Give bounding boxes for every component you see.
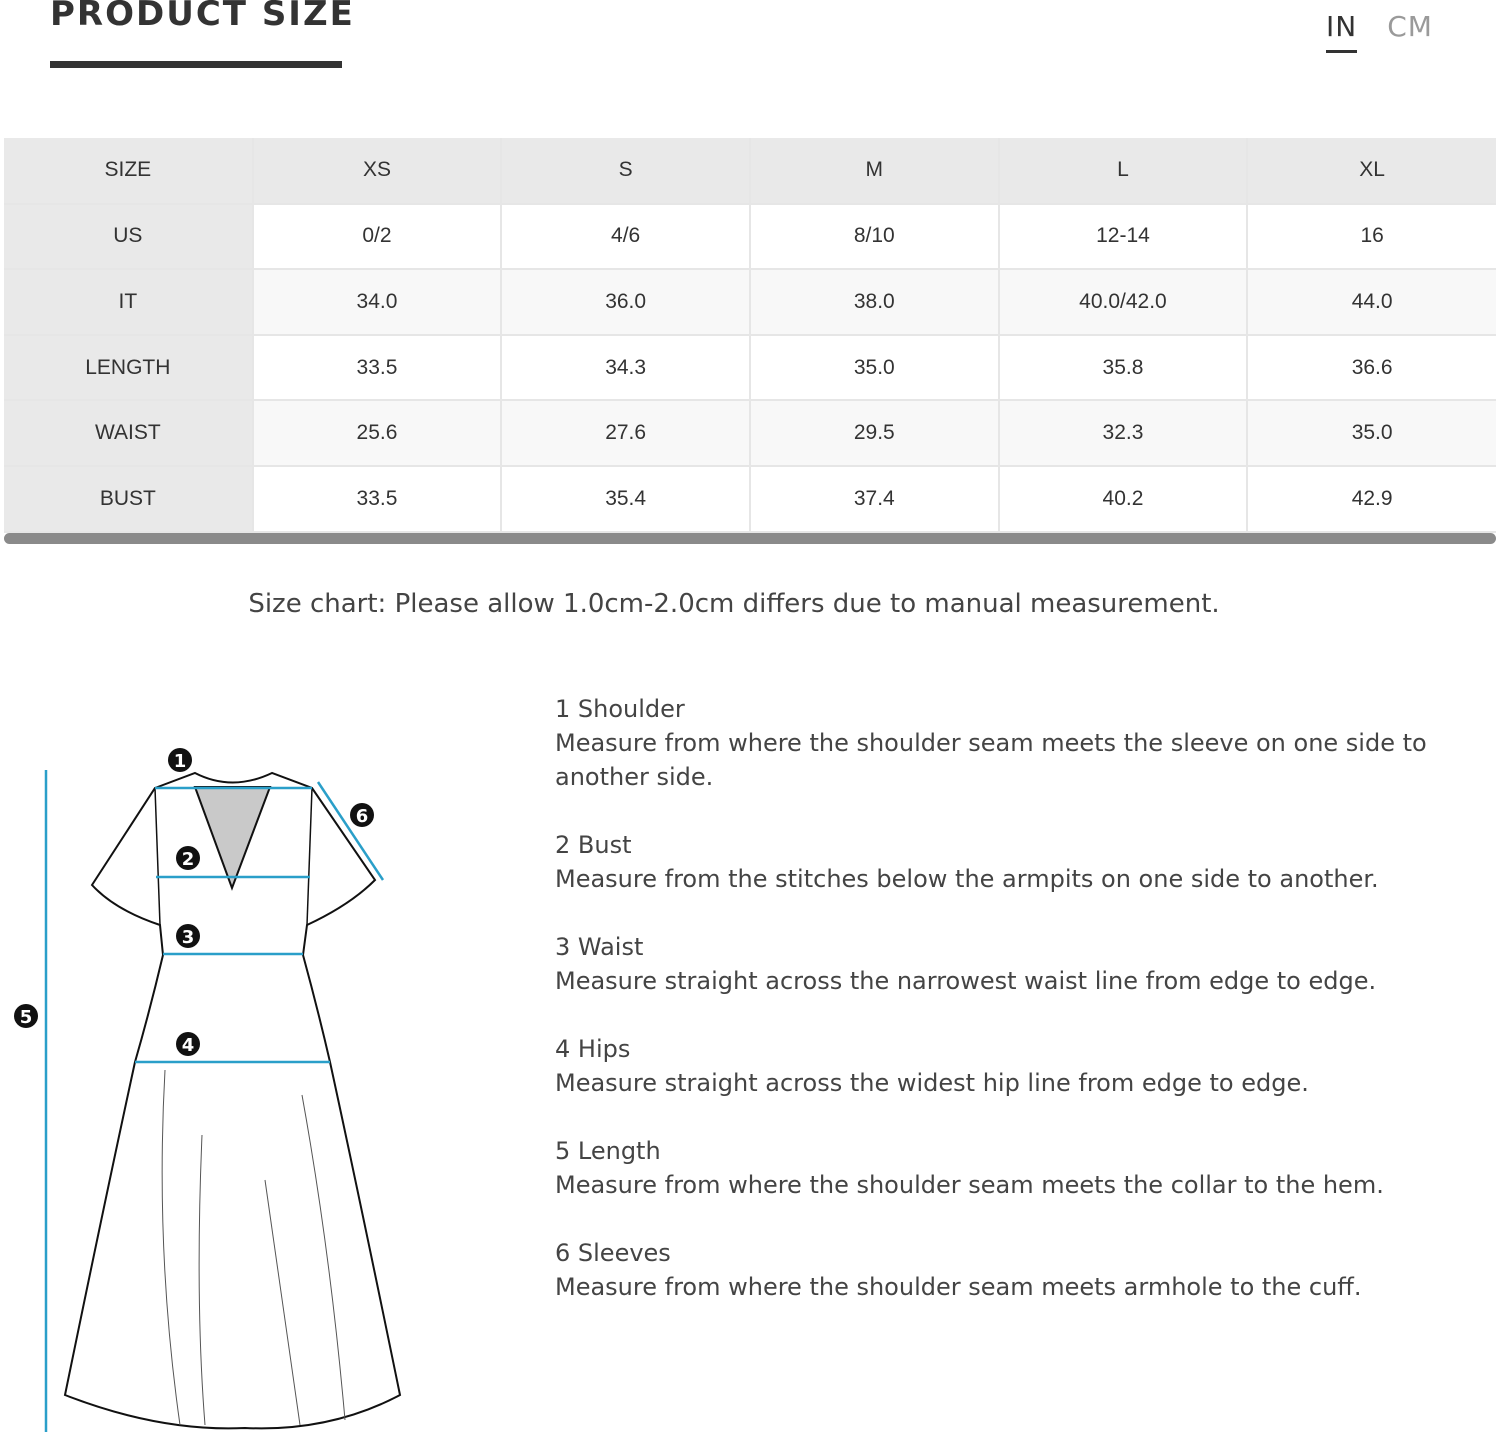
table-cell: 35.4 [501, 466, 750, 532]
table-cell: 42.9 [1247, 466, 1496, 532]
column-header-s: S [501, 138, 750, 204]
column-header-m: M [750, 138, 999, 204]
legend-item-sleeves [555, 1236, 1475, 1304]
row-label-it: IT [4, 269, 253, 335]
row-label-length: LENGTH [4, 335, 253, 401]
page-title: PRODUCT SIZE [50, 0, 355, 34]
svg-text:5: 5 [19, 1007, 33, 1028]
svg-text:6: 6 [355, 806, 369, 827]
table-cell: 29.5 [750, 400, 999, 466]
legend-desc: Measure from where the shoulder seam meets the collar to the hem. [555, 1171, 1384, 1199]
column-header-xl: XL [1247, 138, 1496, 204]
legend-title: 3 Waist [555, 933, 644, 961]
marker-2 [176, 846, 200, 870]
legend-desc: Measure from the stitches below the armpits on one side to another. [555, 865, 1379, 893]
row-label-bust: BUST [4, 466, 253, 532]
svg-text:1: 1 [173, 751, 187, 772]
table-cell: 36.0 [501, 269, 750, 335]
size-table [4, 138, 1496, 533]
table-cell: 44.0 [1247, 269, 1496, 335]
legend-title: 4 Hips [555, 1035, 631, 1063]
legend-desc: Measure straight across the narrowest waist line from edge to edge. [555, 967, 1377, 995]
table-cell: 37.4 [750, 466, 999, 532]
legend-item-hips [555, 1032, 1475, 1100]
measurement-legend [555, 692, 1475, 1338]
legend-title: 5 Length [555, 1137, 661, 1165]
table-cell: 34.0 [253, 269, 502, 335]
row-label-waist: WAIST [4, 400, 253, 466]
table-cell: 33.5 [253, 466, 502, 532]
unit-in-toggle[interactable]: IN [1326, 10, 1357, 53]
table-row-bust [4, 466, 1496, 532]
table-cell: 12-14 [999, 204, 1248, 270]
legend-item-length [555, 1134, 1475, 1202]
column-header-l: L [999, 138, 1248, 204]
legend-item-shoulder [555, 692, 1475, 794]
legend-desc: Measure straight across the widest hip line from edge to edge. [555, 1069, 1309, 1097]
legend-title: 6 Sleeves [555, 1239, 671, 1267]
table-cell: 8/10 [750, 204, 999, 270]
table-cell: 35.0 [750, 335, 999, 401]
marker-4 [176, 1032, 200, 1056]
table-cell: 25.6 [253, 400, 502, 466]
table-cell: 35.0 [1247, 400, 1496, 466]
table-header-row [4, 138, 1496, 204]
table-cell: 40.0/42.0 [999, 269, 1248, 335]
unit-cm-toggle[interactable]: CM [1387, 10, 1433, 43]
table-cell: 33.5 [253, 335, 502, 401]
legend-desc: Measure from where the shoulder seam meets the sleeve on one side to another side. [555, 729, 1427, 791]
marker-1 [168, 748, 192, 772]
table-row-waist [4, 400, 1496, 466]
table-cell: 38.0 [750, 269, 999, 335]
table-row-length [4, 335, 1496, 401]
marker-5 [14, 1004, 38, 1028]
table-cell: 4/6 [501, 204, 750, 270]
marker-6 [350, 803, 374, 827]
legend-item-waist [555, 930, 1475, 998]
table-cell: 35.8 [999, 335, 1248, 401]
table-cell: 40.2 [999, 466, 1248, 532]
column-header-size: SIZE [4, 138, 253, 204]
svg-text:4: 4 [181, 1035, 195, 1056]
horizontal-scrollbar[interactable] [4, 533, 1496, 544]
marker-3 [176, 924, 200, 948]
table-cell: 36.6 [1247, 335, 1496, 401]
size-table-container [4, 138, 1496, 533]
legend-title: 1 Shoulder [555, 695, 685, 723]
table-row-it [4, 269, 1496, 335]
table-cell: 16 [1247, 204, 1496, 270]
measurement-note: Size chart: Please allow 1.0cm-2.0cm differs due to manual measurement. [248, 589, 1220, 619]
table-cell: 34.3 [501, 335, 750, 401]
legend-title: 2 Bust [555, 831, 632, 859]
unit-toggle [1326, 10, 1433, 53]
title-underline [50, 61, 342, 68]
table-row-us [4, 204, 1496, 270]
dress-measurement-diagram [0, 740, 420, 1436]
legend-desc: Measure from where the shoulder seam meets armhole to the cuff. [555, 1273, 1362, 1301]
table-cell: 32.3 [999, 400, 1248, 466]
legend-item-bust [555, 828, 1475, 896]
svg-text:2: 2 [181, 849, 195, 870]
row-label-us: US [4, 204, 253, 270]
svg-text:3: 3 [181, 927, 195, 948]
column-header-xs: XS [253, 138, 502, 204]
table-cell: 0/2 [253, 204, 502, 270]
table-cell: 27.6 [501, 400, 750, 466]
